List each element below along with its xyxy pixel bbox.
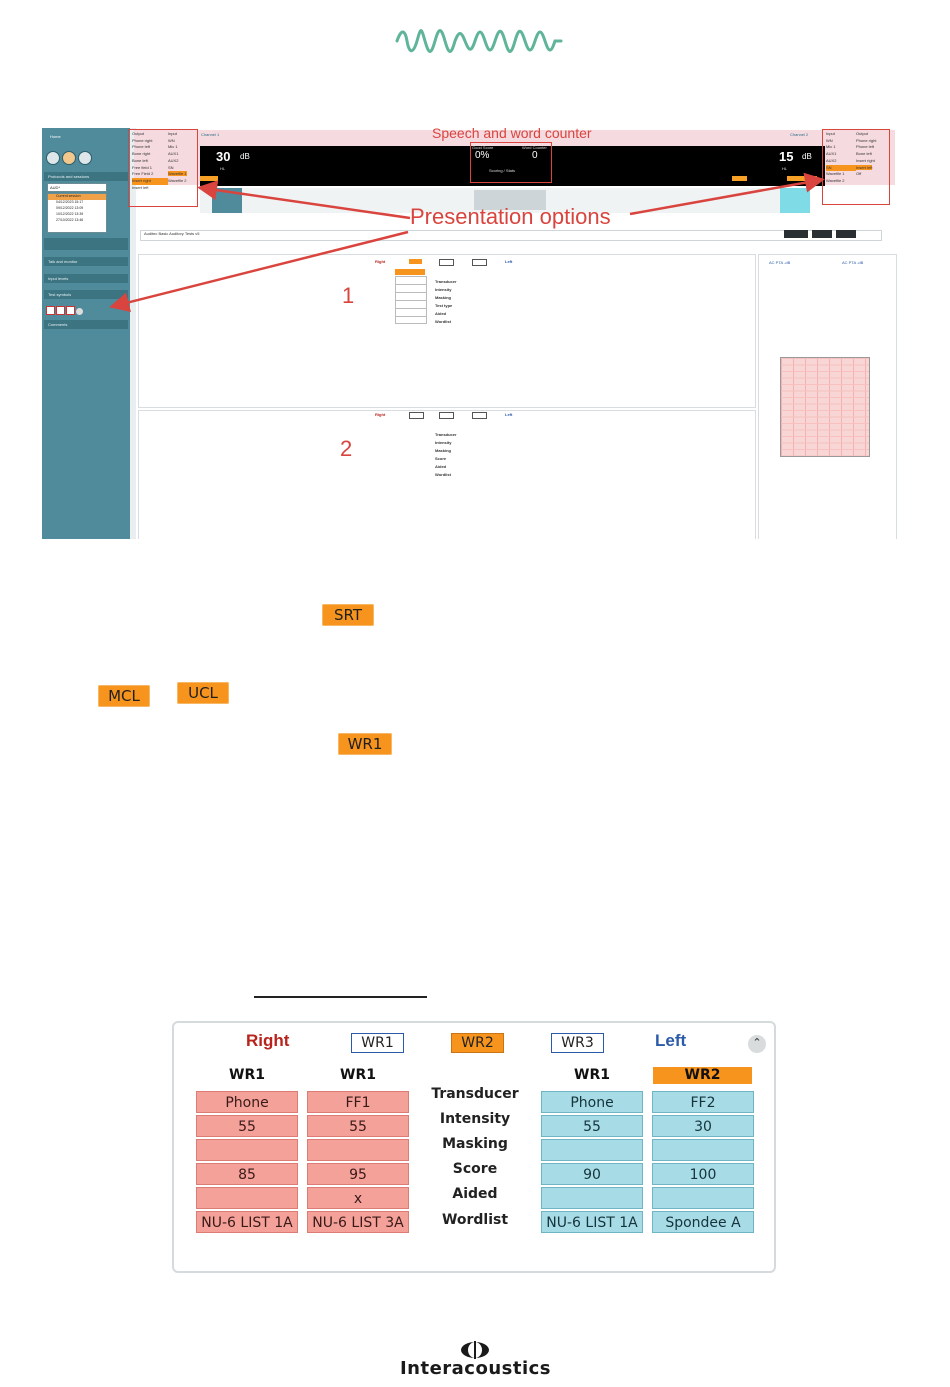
channel2-unit: dB xyxy=(802,152,812,161)
cell-score[interactable]: 85 xyxy=(196,1163,298,1185)
good-score-title: Good Score xyxy=(472,145,494,150)
cell-intensity[interactable]: 55 xyxy=(541,1115,643,1137)
tab-wr3[interactable]: WR3 xyxy=(551,1033,604,1053)
cell-transducer[interactable]: FF2 xyxy=(652,1091,754,1113)
scoring-stats: Scoring / Stats xyxy=(489,168,516,173)
channel2-title: Channel 2 xyxy=(790,132,809,137)
protocol-select[interactable]: AUD* xyxy=(47,183,107,192)
test-symbols-section[interactable]: Test symbols xyxy=(44,290,128,299)
wordlist-name[interactable]: Auditec Basic Auditory Tests v5 xyxy=(144,231,200,236)
session-item[interactable]: 04/12/2023 15:17 xyxy=(56,200,84,204)
row-label-score: Score xyxy=(452,1161,498,1177)
session-item[interactable]: Current session xyxy=(48,194,106,200)
row-label-intensity: Intensity xyxy=(439,1111,511,1127)
channel2-level: 15 xyxy=(779,149,794,164)
speech-word-counter-annotation: Speech and word counter xyxy=(432,128,592,141)
srt-chip: SRT xyxy=(322,604,374,626)
col-header: WR1 xyxy=(574,1067,610,1083)
annotation-arrows xyxy=(42,128,897,539)
panel1-left: Left xyxy=(505,259,513,264)
row-label-masking: Masking xyxy=(442,1136,508,1152)
input-levels-section[interactable]: Input levels xyxy=(44,274,128,283)
channel1-unit: dB xyxy=(240,152,250,161)
speech-results-table xyxy=(172,1021,776,1273)
label-panel-1: 1 xyxy=(342,283,355,308)
panel2-left: Left xyxy=(505,412,513,417)
cell-intensity[interactable]: 55 xyxy=(307,1115,409,1137)
channel1-title: Channel 1 xyxy=(201,132,220,137)
session-item[interactable]: 27/10/2022 13:46 xyxy=(56,218,84,222)
cell-wordlist[interactable]: Spondee A xyxy=(652,1211,754,1233)
cell-masking[interactable] xyxy=(196,1139,298,1161)
talk-monitor-section[interactable]: Talk and monitor xyxy=(44,257,128,266)
right-io-table: Input Output WN Phone right Mic 1 Phone left AUX1 Bone left AUX2 Insert right SN Insert left Wavefile 1 Off Wavefile 2 xyxy=(826,131,877,183)
tab-wr1[interactable]: WR1 xyxy=(351,1033,404,1053)
cell-transducer[interactable]: FF1 xyxy=(307,1091,409,1113)
col-header: WR1 xyxy=(340,1067,376,1083)
cell-transducer[interactable]: Phone xyxy=(541,1091,643,1113)
interacoustics-wave-logo xyxy=(395,25,563,57)
cell-masking[interactable] xyxy=(652,1139,754,1161)
cell-masking[interactable] xyxy=(307,1139,409,1161)
cell-score[interactable]: 100 xyxy=(652,1163,754,1185)
channel2-scale: HL xyxy=(782,166,788,171)
row-label-transducer: Transducer xyxy=(431,1086,519,1102)
panel2-row-labels: Transducer Intensity Masking Score Aided Wordlist xyxy=(435,432,457,477)
cell-intensity[interactable]: 55 xyxy=(196,1115,298,1137)
panel1-right: Right xyxy=(375,259,386,264)
protocols-section[interactable]: Protocols and sessions xyxy=(44,172,128,181)
cell-aided[interactable] xyxy=(541,1187,643,1209)
channel1-level: 30 xyxy=(216,149,231,164)
cell-aided[interactable] xyxy=(196,1187,298,1209)
interacoustics-symbol-icon xyxy=(398,1340,553,1360)
panel1-row-labels: Transducer Intensity Masking Test type Aided Wordlist xyxy=(435,279,457,324)
wr1-chip: WR1 xyxy=(338,733,392,755)
presentation-options-annotation: Presentation options xyxy=(410,204,611,229)
word-counter-title: Word Counter xyxy=(522,145,547,150)
channel1-scale: HL xyxy=(220,166,226,171)
cell-transducer[interactable]: Phone xyxy=(196,1091,298,1113)
ucl-chip: UCL xyxy=(177,682,229,704)
ac-pta-left: AC PTA -dB xyxy=(842,260,864,265)
col-header: WR1 xyxy=(229,1067,265,1083)
panel2-right: Right xyxy=(375,412,386,417)
cell-wordlist[interactable]: NU-6 LIST 1A xyxy=(196,1211,298,1233)
row-label-wordlist: Wordlist xyxy=(441,1212,509,1228)
cell-intensity[interactable]: 30 xyxy=(652,1115,754,1137)
interacoustics-logo xyxy=(398,1340,553,1378)
mcl-chip: MCL xyxy=(98,685,150,707)
underline xyxy=(254,996,427,998)
tab-wr2[interactable]: WR2 xyxy=(451,1033,504,1053)
cell-masking[interactable] xyxy=(541,1139,643,1161)
left-io-table: Output Input Phone right WN Phone left Mic 1 Bone right AUX1 Bone left AUX2 Free field 1 SN Free Field 2 Wavefile 1 Insert right Wavefile 2 Insert left xyxy=(132,131,187,190)
comments-section[interactable]: Comments xyxy=(44,320,128,329)
collapse-icon[interactable]: ⌃ xyxy=(748,1035,766,1053)
cell-wordlist[interactable]: NU-6 LIST 3A xyxy=(307,1211,409,1233)
cell-aided[interactable]: x xyxy=(307,1187,409,1209)
home-label[interactable]: Home xyxy=(50,134,61,139)
row-label-aided: Aided xyxy=(452,1186,498,1202)
good-score-value: 0% xyxy=(475,150,490,161)
session-item[interactable]: 10/12/2022 13:39 xyxy=(56,212,84,216)
cell-wordlist[interactable]: NU-6 LIST 1A xyxy=(541,1211,643,1233)
brand-name: Interacoustics xyxy=(399,1358,552,1379)
software-screenshot xyxy=(42,128,897,539)
col-header-selected: WR2 xyxy=(653,1067,752,1084)
right-label: Right xyxy=(246,1031,290,1050)
session-item[interactable]: 09/12/2022 13:09 xyxy=(56,206,84,210)
word-counter-value: 0 xyxy=(532,150,538,161)
cell-score[interactable]: 95 xyxy=(307,1163,409,1185)
cell-score[interactable]: 90 xyxy=(541,1163,643,1185)
ac-pta-right: AC PTA -dB xyxy=(769,260,791,265)
cell-aided[interactable] xyxy=(652,1187,754,1209)
label-panel-2: 2 xyxy=(340,436,353,461)
left-label: Left xyxy=(655,1031,687,1050)
